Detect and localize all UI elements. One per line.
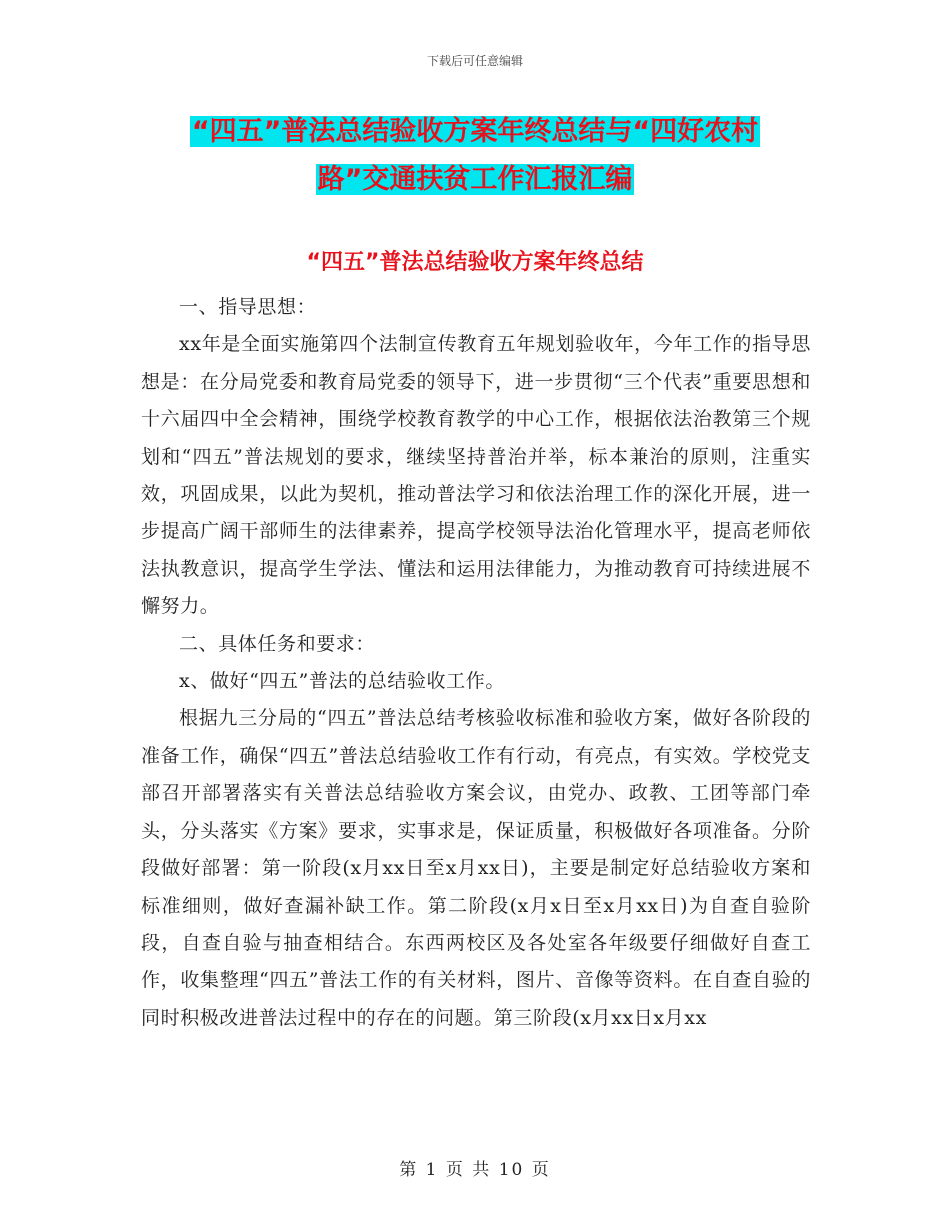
paragraph-task-1: 根据九三分局的“四五”普法总结考核验收标准和验收方案，做好各阶段的准备工作，确保“四五”普法总结验收工作有行动，有亮点，有实效。学校党支部召开部署落实有关普法总结验收方案会议，由党办、政教、工团等部门牵头，分头落实《方案》要求，实事求是，保证质量，积极做好各项准备。分阶段做好部署：第一阶段(x月xx日至x月xx日)，主要是制定好总结验收方案和标准细则，做好查漏补缺工作。第二阶段(x月x日至x月xx日)为自查自验阶段，自查自验与抽查相结合。东西两校区及各处室各年级要仔细做好自查工作，收集整理“四五”普法工作的有关材料，图片、音像等资料。在自查自验的同时积极改进普法过程中的存在的问题。第三阶段(x月xx日x月xx: [141, 707, 811, 1029]
heading-guiding-thought: 一、指导思想：: [179, 296, 317, 318]
title-line-2: 路”交通扶贫工作汇报汇编: [317, 164, 633, 195]
heading-tasks: 二、具体任务和要求：: [179, 632, 376, 655]
title-line-1: “四五”普法总结验收方案年终总结与“四好农村: [191, 116, 759, 147]
header-note: 下载后可任意编辑: [426, 54, 523, 68]
document-title: [140, 108, 810, 204]
document-body: [141, 289, 811, 1037]
section-title: “四五”普法总结验收方案年终总结: [306, 250, 644, 275]
heading-task-1: x、做好“四五”普法的总结验收工作。: [179, 670, 505, 693]
paragraph-guiding-thought: xx年是全面实施第四个法制宣传教育五年规划验收年，今年工作的指导思想是：在分局党委和教育局党委的领导下，进一步贯彻“三个代表”重要思想和十六届四中全会精神，围绕学校教育教学的中心工作，根据依法治教第三个规划和“四五”普法规划的要求，继续坚持普治并举，标本兼治的原则，注重实效，巩固成果，以此为契机，推动普法学习和依法治理工作的深化开展，进一步提高广阔干部师生的法律素养，提高学校领导法治化管理水平，提高老师依法执教意识，提高学生学法、懂法和运用法律能力，为推动教育可持续进展不懈努力。: [141, 333, 811, 618]
page-footer: 第 1 页 共 10 页: [399, 1160, 551, 1180]
